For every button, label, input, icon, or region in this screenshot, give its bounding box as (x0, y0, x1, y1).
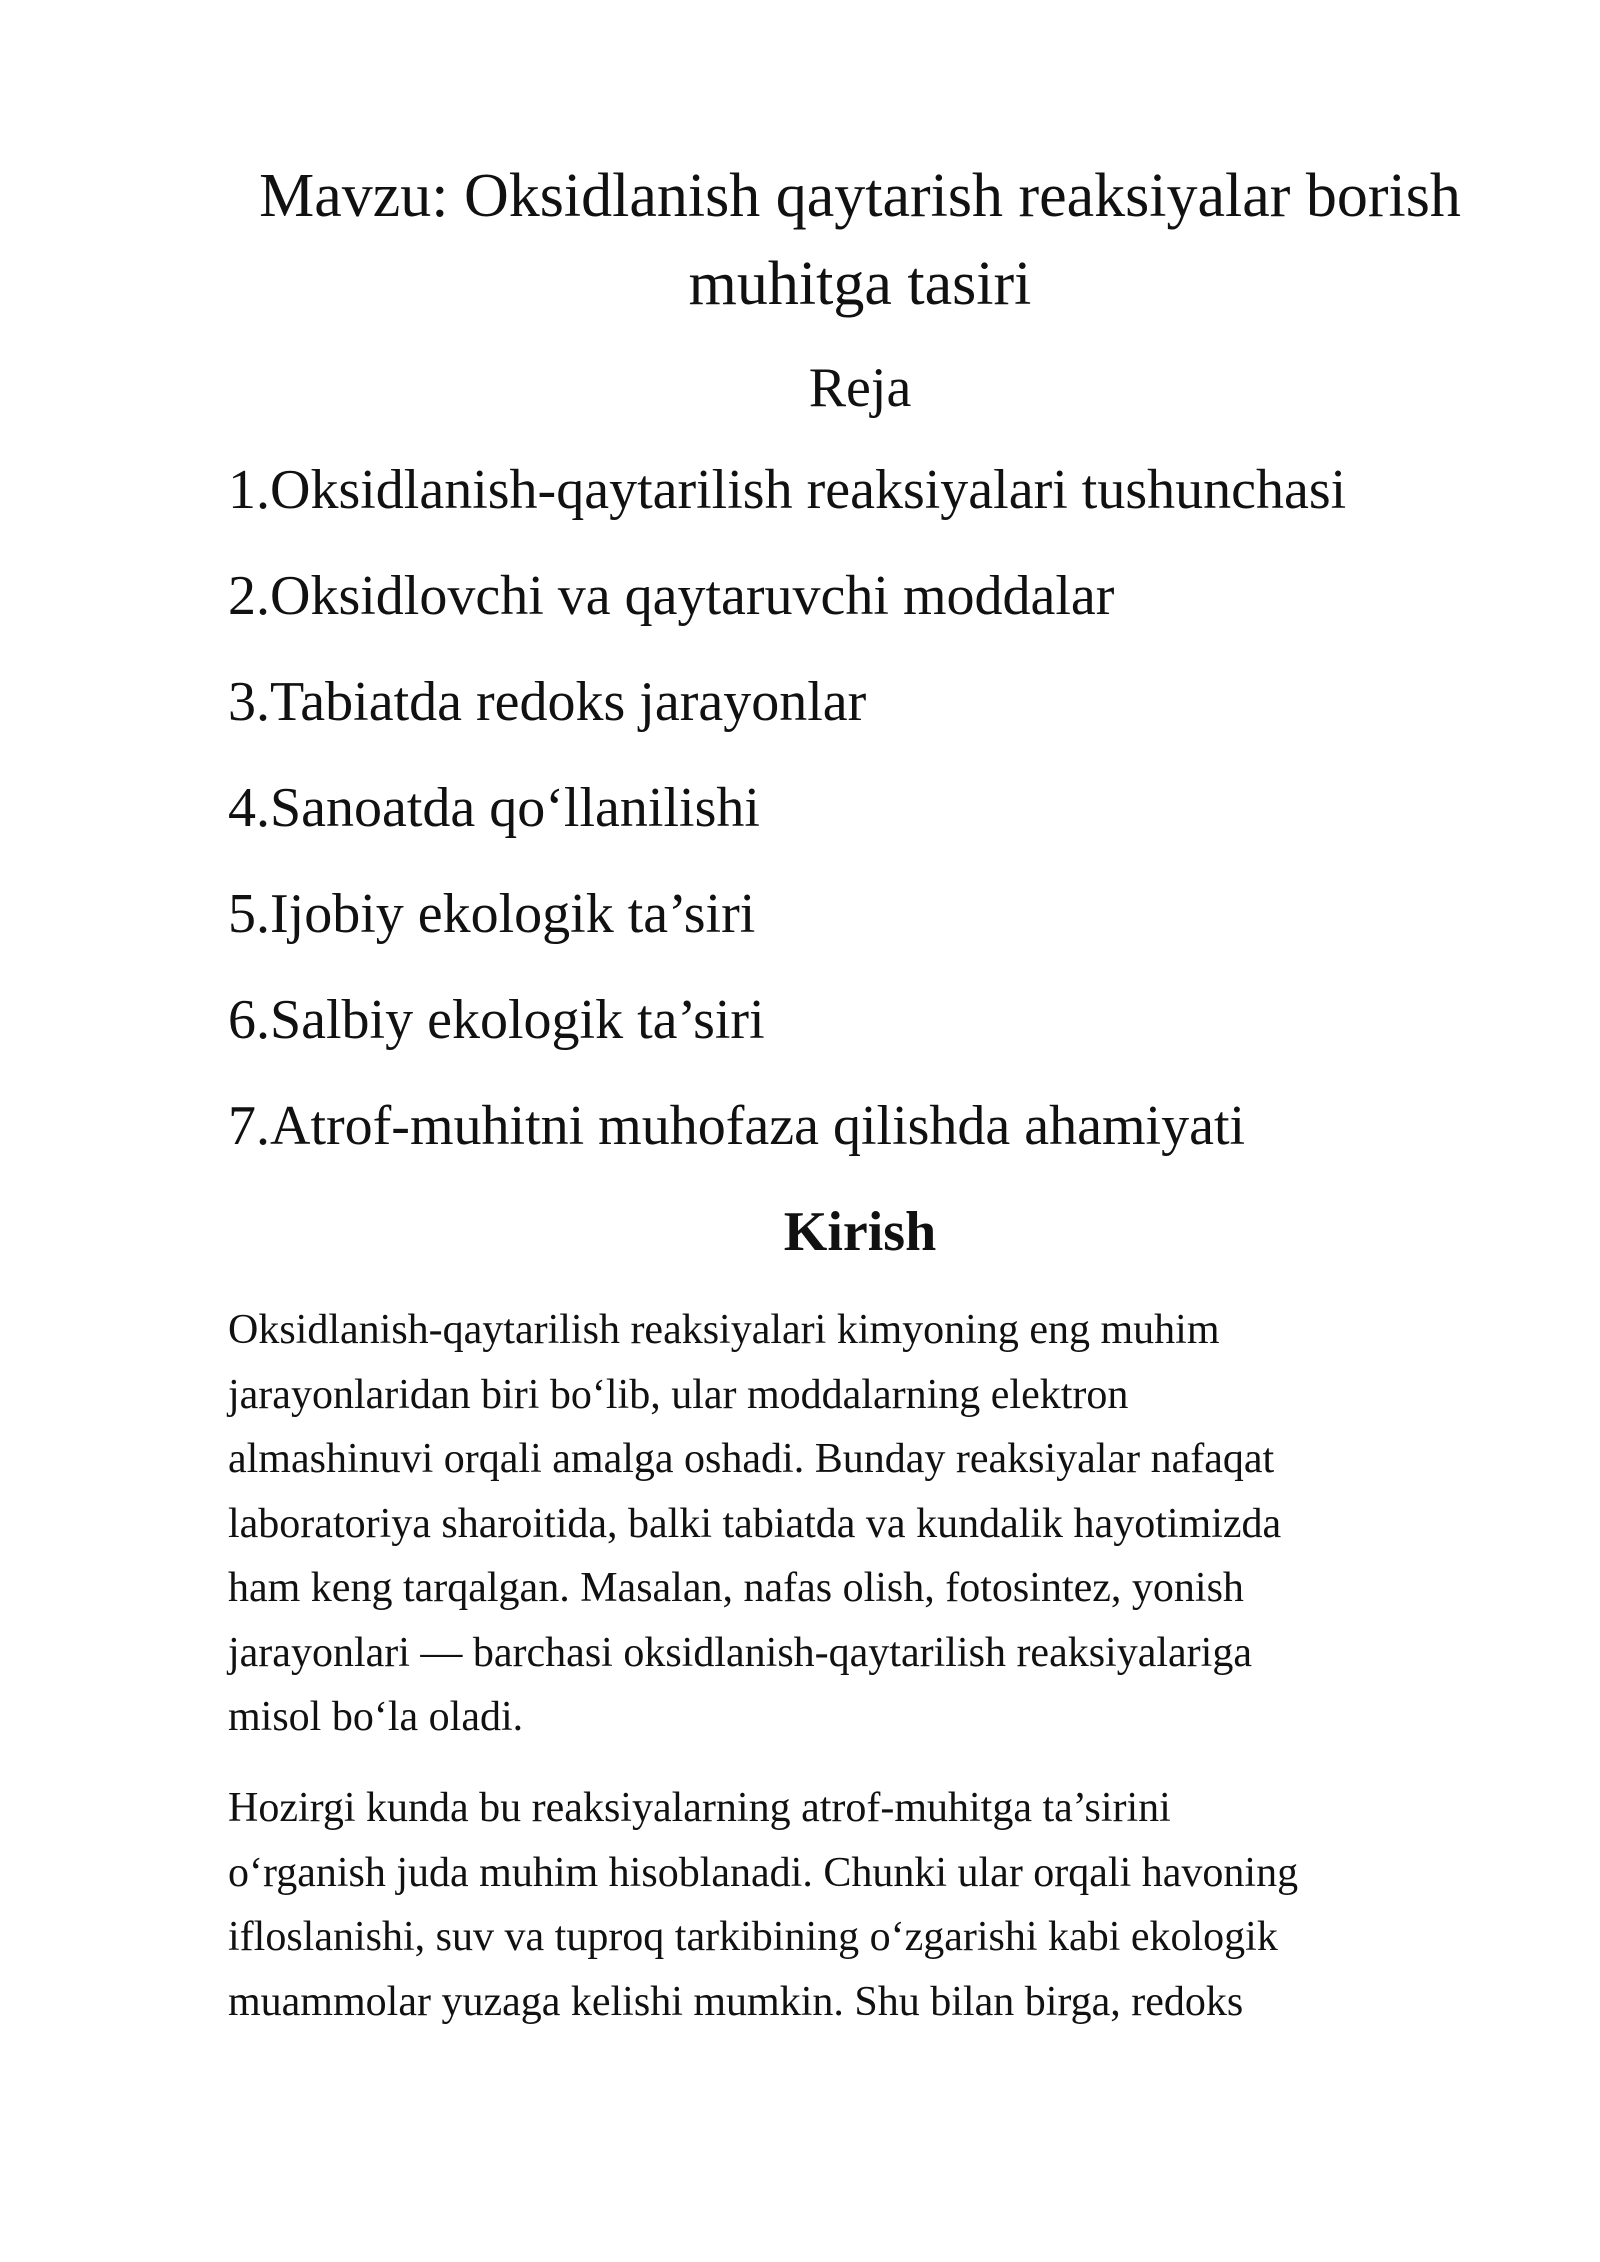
introduction-paragraph-2 (228, 1776, 1488, 2034)
plan-item: 3.Tabiatda redoks jarayonlar (228, 671, 867, 733)
plan-item: 4.Sanoatda qo‘llanilishi (228, 777, 760, 839)
plan-item: 6.Salbiy ekologik ta’siri (228, 989, 765, 1051)
plan-item: 7.Atrof-muhitni muhofaza qilishda ahamiyati (228, 1095, 1246, 1157)
paragraph-line: muammolar yuzaga kelishi mumkin. Shu bilan birga, redoks (228, 1978, 1244, 2025)
paragraph-line: misol bo‘la oladi. (228, 1694, 524, 1740)
paragraph-line: ham keng tarqalgan. Masalan, nafas olish, fotosintez, yonish (228, 1565, 1244, 1611)
title-line: Mavzu: Oksidlanish qaytarish reaksiyalar borish (259, 162, 1461, 230)
paragraph-line: jarayonlari — barchasi oksidlanish-qaytarilish reaksiyalariga (228, 1629, 1252, 1676)
paragraph-line: Hozirgi kunda bu reaksiyalarning atrof-muhitga ta’sirini (228, 1785, 1171, 1831)
introduction-paragraph-1 (228, 1298, 1488, 1750)
paragraph-line: almashinuvi orqali amalga oshadi. Bunday reaksiyalar nafaqat (228, 1436, 1275, 1482)
title-line: muhitga tasiri (688, 250, 1032, 318)
plan-list (228, 455, 1346, 1197)
paragraph-line: laboratoriya sharoitida, balki tabiatda va kundalik hayotimizda (228, 1500, 1282, 1547)
plan-item: 2.Oksidlovchi va qaytaruvchi moddalar (228, 565, 1115, 627)
document-title (225, 152, 1495, 328)
paragraph-line: o‘rganish juda muhim hisoblanadi. Chunki ular orqali havoning (228, 1849, 1299, 1896)
plan-item: 5.Ijobiy ekologik ta’siri (228, 883, 756, 945)
plan-item: 1.Oksidlanish-qaytarilish reaksiyalari tushunchasi (228, 459, 1347, 521)
paragraph-line: ifloslanishi, suv va tuproq tarkibining o‘zgarishi kabi ekologik (228, 1914, 1278, 1960)
plan-heading: Reja (808, 357, 912, 419)
section-heading-introduction: Kirish (783, 1201, 937, 1263)
paragraph-line: Oksidlanish-qaytarilish reaksiyalari kimyoning eng muhim (228, 1307, 1220, 1353)
paragraph-line: jarayonlaridan biri bo‘lib, ular moddalarning elektron (228, 1371, 1129, 1418)
